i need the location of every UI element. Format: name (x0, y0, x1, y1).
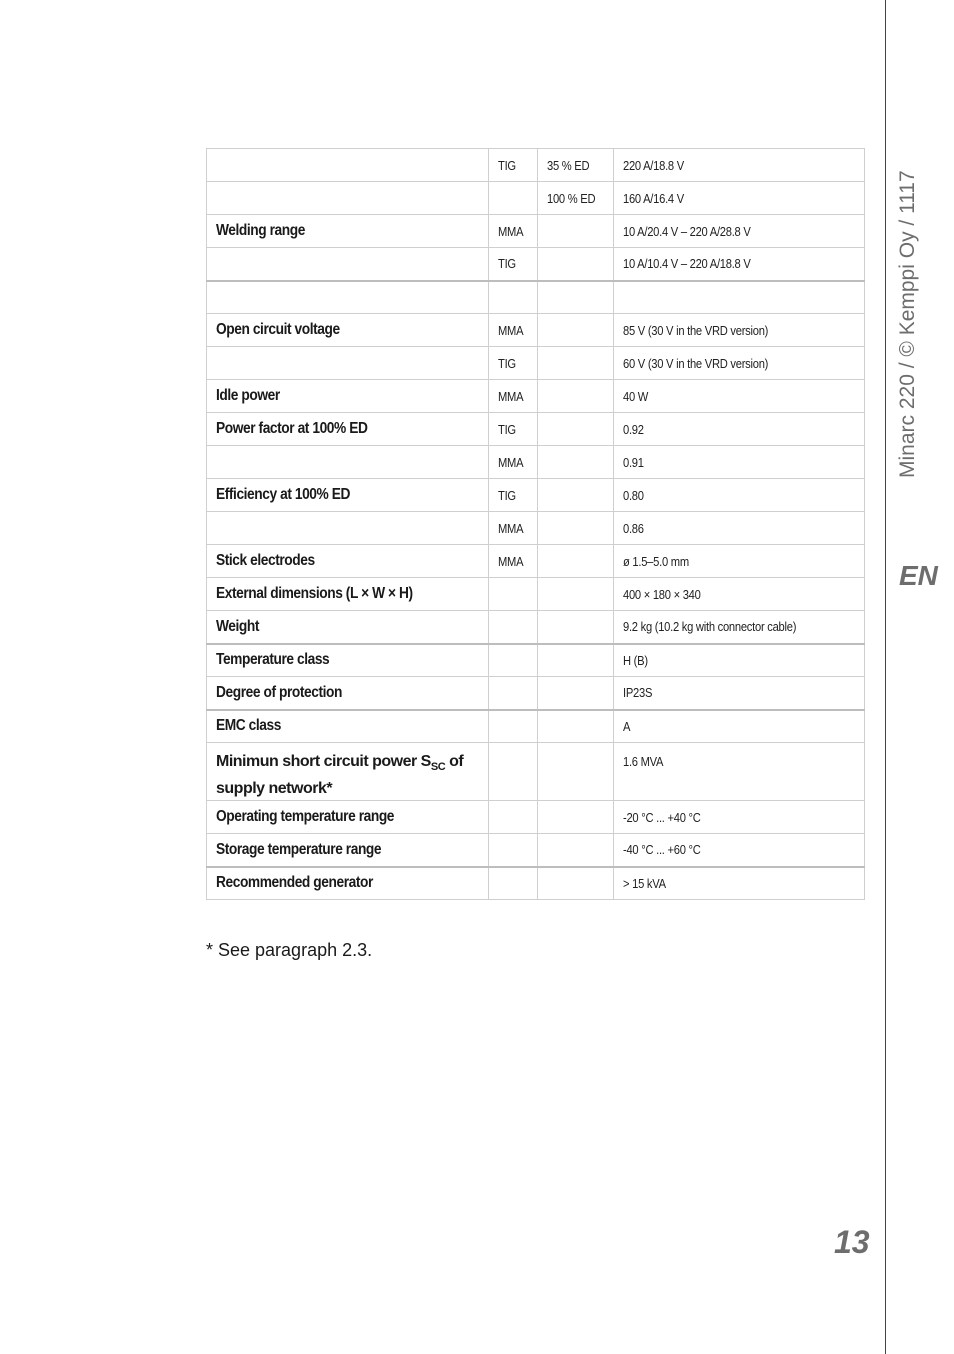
row-label: Recommended generator (207, 867, 489, 900)
table-row (207, 149, 865, 182)
row-mode (489, 611, 538, 644)
table-row (207, 743, 865, 801)
table-row (207, 413, 865, 446)
table-row (207, 644, 865, 677)
table-row (207, 248, 865, 281)
row-duty (538, 314, 614, 347)
table-row (207, 314, 865, 347)
row-label (207, 446, 489, 479)
table-row (207, 446, 865, 479)
specifications-table (206, 148, 865, 900)
row-value: 85 V (30 V in the VRD version) (614, 314, 865, 347)
margin-divider (885, 0, 886, 1354)
row-duty (538, 380, 614, 413)
row-label: Degree of protection (207, 677, 489, 710)
table-row (207, 215, 865, 248)
row-label: Temperature class (207, 644, 489, 677)
language-tag: EN (899, 560, 938, 591)
row-mode (489, 867, 538, 900)
row-duty (538, 644, 614, 677)
table-row (207, 677, 865, 710)
row-label (207, 347, 489, 380)
row-duty (538, 710, 614, 743)
table-row (207, 512, 865, 545)
row-duty (538, 867, 614, 900)
row-mode (489, 710, 538, 743)
row-label: Open circuit voltage (207, 314, 489, 347)
row-duty (538, 611, 614, 644)
row-label: Weight (207, 611, 489, 644)
row-duty (538, 834, 614, 867)
row-duty (538, 248, 614, 281)
row-label: Idle power (207, 380, 489, 413)
row-mode: MMA (489, 380, 538, 413)
table-row (207, 867, 865, 900)
row-label (207, 512, 489, 545)
row-duty (538, 801, 614, 834)
row-mode: MMA (489, 446, 538, 479)
row-label: EMC class (207, 710, 489, 743)
row-mode (489, 677, 538, 710)
row-mode: TIG (489, 479, 538, 512)
page-number: 13 (834, 1224, 870, 1260)
row-label: Storage temperature range (207, 834, 489, 867)
row-duty: 35 % ED (538, 149, 614, 182)
row-mode (489, 182, 538, 215)
row-value: 400 × 180 × 340 (614, 578, 865, 611)
row-label: Operating temperature range (207, 801, 489, 834)
row-value: IP23S (614, 677, 865, 710)
row-label: Efficiency at 100% ED (207, 479, 489, 512)
row-mode: TIG (489, 248, 538, 281)
row-value: 0.86 (614, 512, 865, 545)
row-value: 160 A/16.4 V (614, 182, 865, 215)
row-label: Power factor at 100% ED (207, 413, 489, 446)
row-duty (538, 413, 614, 446)
table-row (207, 380, 865, 413)
row-mode (489, 801, 538, 834)
row-value: 40 W (614, 380, 865, 413)
row-mode (489, 578, 538, 611)
table-row (207, 479, 865, 512)
running-header: Minarc 220 / © Kemppi Oy / 1117 (896, 170, 919, 478)
row-mode: MMA (489, 215, 538, 248)
row-mode (489, 743, 538, 801)
row-mode: MMA (489, 512, 538, 545)
table-row (207, 347, 865, 380)
row-duty (538, 677, 614, 710)
table-row (207, 611, 865, 644)
table-row (207, 801, 865, 834)
row-duty (538, 512, 614, 545)
row-duty (538, 281, 614, 314)
row-value: > 15 kVA (614, 867, 865, 900)
row-label (207, 149, 489, 182)
row-value: 60 V (30 V in the VRD version) (614, 347, 865, 380)
table-row (207, 545, 865, 578)
row-value: 0.80 (614, 479, 865, 512)
row-value: 9.2 kg (10.2 kg with connector cable) (614, 611, 865, 644)
row-value: 220 A/18.8 V (614, 149, 865, 182)
row-label (207, 248, 489, 281)
label-subscript: SC (430, 761, 446, 774)
row-duty (538, 215, 614, 248)
row-label: Minimun short circuit power $S_{SC}$ of supply network* (207, 743, 489, 801)
table-row (207, 834, 865, 867)
row-mode (489, 644, 538, 677)
row-value: 0.91 (614, 446, 865, 479)
row-duty: 100 % ED (538, 182, 614, 215)
row-value: ø 1.5–5.0 mm (614, 545, 865, 578)
row-mode: TIG (489, 149, 538, 182)
row-duty (538, 446, 614, 479)
row-value: -20 °C ... +40 °C (614, 801, 865, 834)
row-mode: MMA (489, 545, 538, 578)
row-label: Welding range (207, 215, 489, 248)
row-label (207, 182, 489, 215)
table-row (207, 578, 865, 611)
row-value: 1.6 MVA (614, 743, 865, 801)
row-duty (538, 545, 614, 578)
footnote: * See paragraph 2.3. (206, 940, 373, 960)
row-value: -40 °C ... +60 °C (614, 834, 865, 867)
table-row (207, 710, 865, 743)
row-value: 10 A/10.4 V – 220 A/18.8 V (614, 248, 865, 281)
row-value: 10 A/20.4 V – 220 A/28.8 V (614, 215, 865, 248)
row-label (207, 281, 489, 314)
row-value: A (614, 710, 865, 743)
row-label: External dimensions (L × W × H) (207, 578, 489, 611)
row-mode (489, 834, 538, 867)
row-duty (538, 347, 614, 380)
row-mode: TIG (489, 413, 538, 446)
row-label: Stick electrodes (207, 545, 489, 578)
table-row (207, 182, 865, 215)
row-value (614, 281, 865, 314)
row-mode (489, 281, 538, 314)
row-mode: MMA (489, 314, 538, 347)
row-value: 0.92 (614, 413, 865, 446)
row-duty (538, 578, 614, 611)
row-duty (538, 743, 614, 801)
row-mode: TIG (489, 347, 538, 380)
table-row (207, 281, 865, 314)
row-duty (538, 479, 614, 512)
row-value: H (B) (614, 644, 865, 677)
